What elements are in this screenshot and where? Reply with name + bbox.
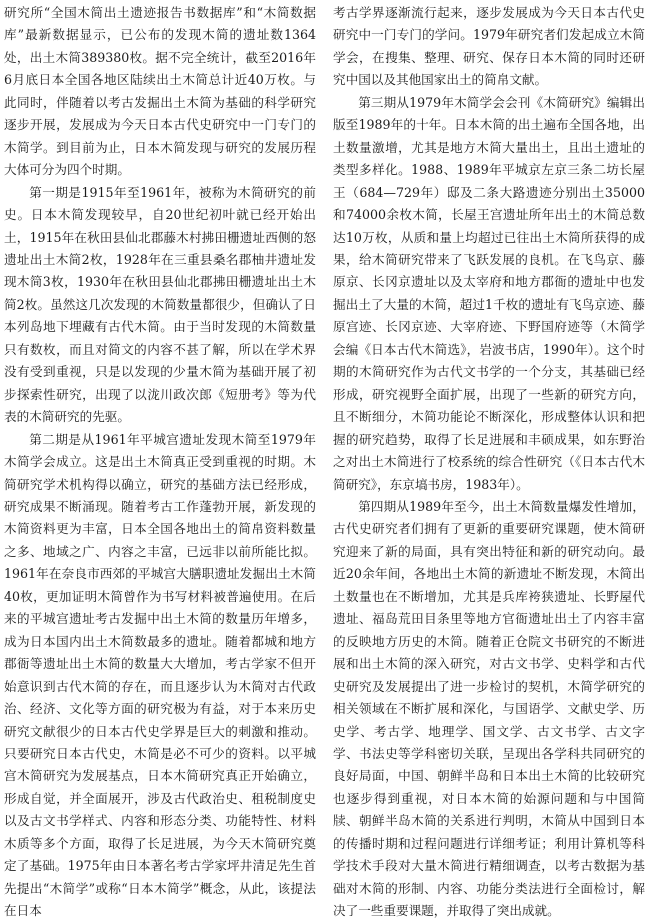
paragraph: 第一期是1915年至1961年，被称为木简研究的前史。日本木简发现较早，自20世纪初叶就已经开始出土，1915年在秋田县仙北郡藤木村拂田栅遗址西侧的怒遗址出土木简2枚，1928年在三重县桑名郡柚井遗址发现木简3枚，1930年在秋田县仙北郡拂田栅遗址出土木简2枚。虽然这几次发现的木简数量都很少，但确认了日本列岛地下埋藏有古代木简。由于当时发现的木简数量只有数枚，而且对简文的内容不甚了解，所以在学术界没有受到重视，只是以发现的少量木简为基础开展了初步探索性研究，出现了以泷川政次郎《短册考》等为代表的木简研究的先驱。: [4, 184, 316, 425]
paragraph: 第二期是从1961年平城宫遗址发现木简至1979年木简学会成立。这是出土木简真正受到重视的时期。木简研究学术机构得以确立，研究的基础方法已经形成，研究成果不断涌现。随着考古工作蓬勃开展，新发现的木简资料更为丰富，日本全国各地出土的简帛资料数量之多、地域之广、内容之丰富，已远非以前所能比拟。1961年在奈良市西郊的平城宫大膳职遗址发掘出土木简40枚，更加证明木简曾作为书写材料被普遍使用。在后来的平城宫遗址考古发掘中出土木简的数量历年增多，成为日本国内出土木简数最多的遗址。随着都城和地方郡衙等遗址出土木简的数量大大增加，考古学家不但开始意识到古代木简的存在，而且逐步认为木简对古代政治、经济、文化等方面的研究极为有益，对于本来历史研究文献很少的日本古代史学界是巨大的刺激和推动。只要研究日本古代史，木简是必不可少的资料。以平城宫木简研究为发展基点，日本木简研究真正开始确立，形成自觉，并全面展开，涉及古代政治史、租税制度史以及古文书学样式、内容和形态分类、功能特性、材料木质等多个方面，取得了长足进展，为今天木简研究奠定了基础。1975年由日本著名考古学家坪井清足先生首先提出“木简学”或称“日本木简学”概念，从此，该提法在日本: [4, 431, 316, 919]
paragraph: 第四期从1989年至今，出土木简数量爆发性增加，古代史研究者们拥有了更新的重要研究课题，使木简研究迎来了新的局面，具有突出特征和新的研究动向。最近20余年间，各地出土木简的新遗址不断发现，木简出土数量也在不断增加，尤其是兵库袴狭遗址、长野屋代遗址、福岛荒田目条里等地方官衙遗址出土了内容丰富的反映地方历史的木简。随着正仓院文书研究的不断进展和出土木简的深入研究，对古文书学、史料学和古代史研究及发展提出了进一步检讨的契机，木简学研究的相关领域在不断扩展和深化，与国语学、文献史学、历史学、考古学、地理学、国文学、古文书学、古文字学、书法史等学科密切关联，呈现出各学科共同研究的良好局面，中国、朝鲜半岛和日本出土木简的比较研究也逐步得到重视，对日本木简的始源问题和与中国简牍、朝鲜半岛木简的关系进行判明，木简从中国到日本的传播时期和过程问题进行详细考证；利用计算机等科学技术手段对大量木简进行精细调查，以考古数据为基础对木简的形制、内容、功能分类法进行全面检讨，解决了一些重要课题，并取得了突出成就。: [333, 498, 645, 919]
paragraph: 第三期从1979年木简学会会刊《木简研究》编辑出版至1989年的十年。日本木简的出土遍布全国各地，出土数量激增，尤其是地方木简大量出土，且出土遗址的类型多样化。1988、1989年平城京左京三条二坊长屋王（684—729年）邸及二条大路遗迹分别出土35000和74000余枚木简，长屋王宫遗址所年出土的木简总数达10万枚，从质和量上均超过已往出土木简所获得的成果，给木简研究带来了飞跃发展的良机。在飞鸟京、藤原京、长冈京遗址以及太宰府和地方郡衙的遗址中也发掘出土了大量的木简，超过1千枚的遗址有飞鸟京迹、藤原宫迹、长冈京迹、大宰府迹、下野国府迹等（木简学会编《日本古代木简选》，岩波书店，1990年）。这个时期的木简研究作为古代文书学的一个分支，其基础已经形成，研究视野全面扩展，出现了一些新的研究方向，且不断细分，木简功能论不断深化，形成整体认识和把握的研究趋势，取得了长足进展和丰硕成果，如东野治之对出土木简进行了校系统的综合性研究（《日本古代木简研究》，东京塙书房，1983年）。: [333, 94, 645, 492]
right-column: [333, 2, 645, 919]
document-page: [4, 2, 645, 919]
left-column: [4, 2, 316, 919]
paragraph: 研究所“全国木简出土遗迹报告书数据库”和“木简数据库”最新数据显示，已公布的发现木简的遗址数1364处，出土木简389380枚。据不完全统计，截至2016年6月底日本全国各地区陆续出土木简总计近40万枚。与此同时，伴随着以考古发掘出土木简为基础的科学研究逐步开展，发展成为今天日本古代史研究中一门专门的木简学。到目前为止，日本木简发现与研究的发展历程大体可分为四个时期。: [4, 5, 316, 178]
paragraph: 考古学界逐渐流行起来，逐步发展成为今天日本古代史研究中一门专门的学问。1979年研究者们发起成立木简学会，在搜集、整理、研究、保存日本木简的同时还研究中国以及其他国家出土的简帛文献。: [333, 5, 645, 88]
